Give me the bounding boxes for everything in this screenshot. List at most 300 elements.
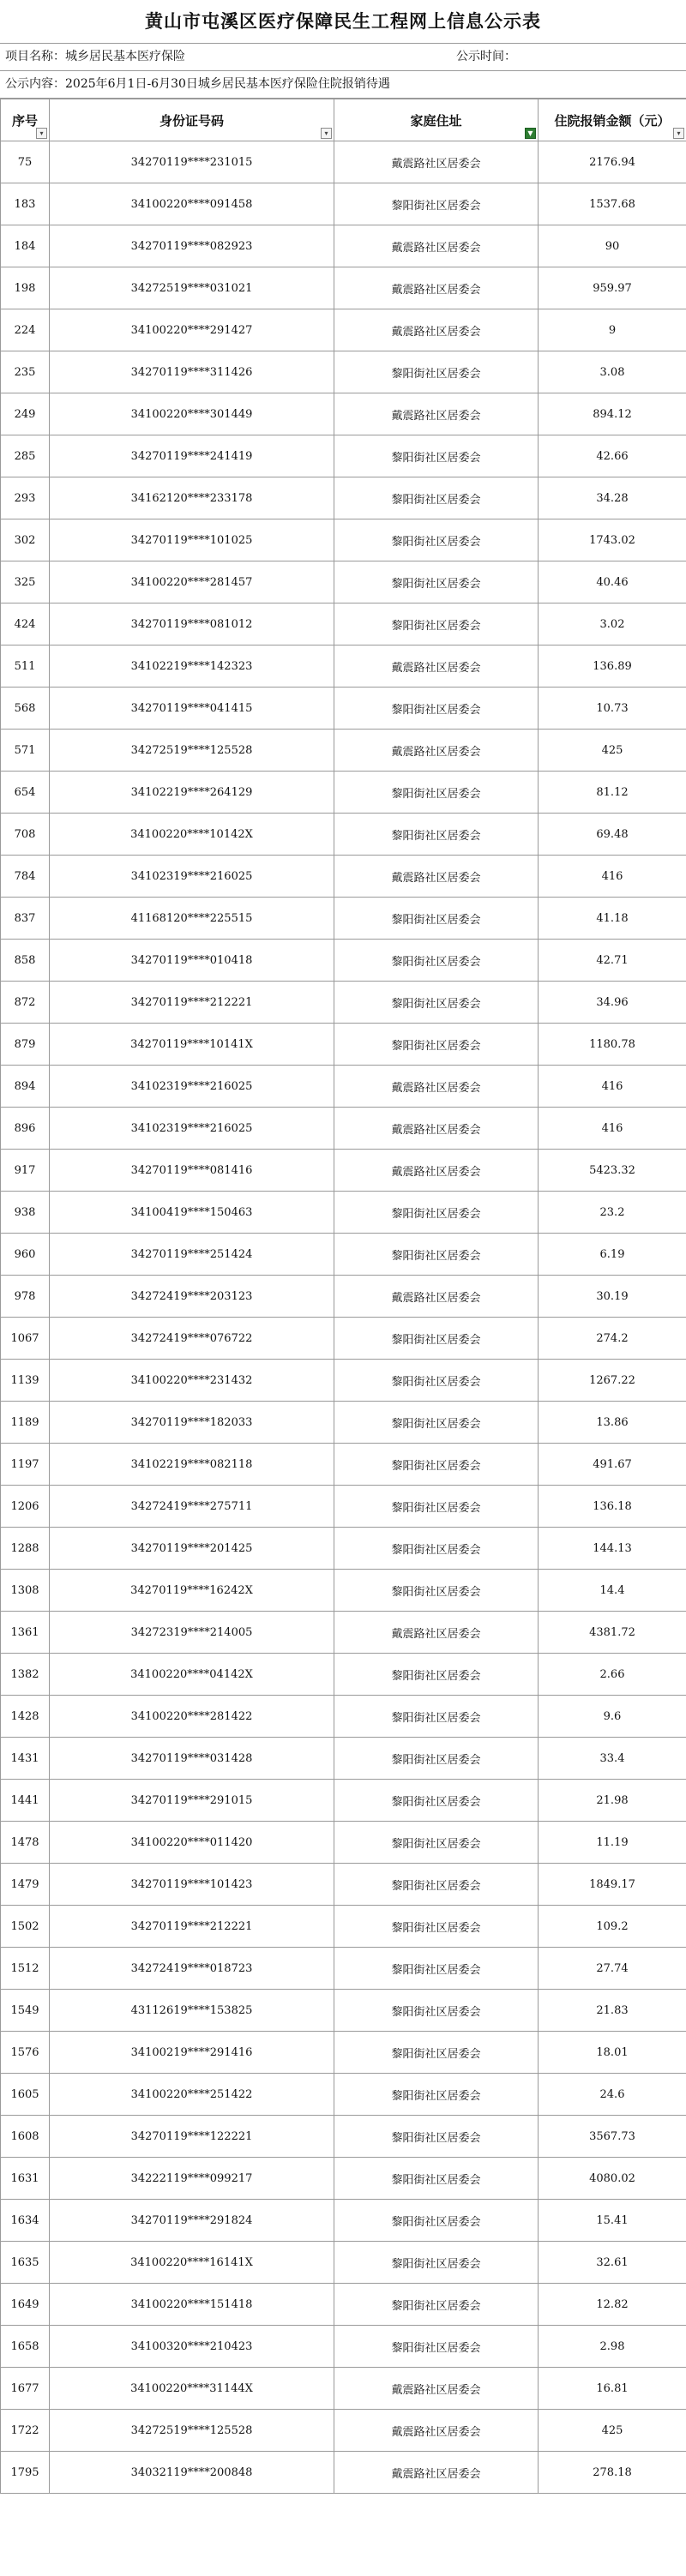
cell-serial[interactable]: 960 [1, 1234, 50, 1276]
cell-id-number[interactable]: 34270119****251424 [50, 1234, 334, 1276]
cell-address[interactable]: 黎阳街社区居委会 [334, 2242, 539, 2284]
notice-content-row [0, 71, 686, 99]
table-row [1, 1024, 686, 1066]
cell-id-number[interactable]: 34272319****214005 [50, 1612, 334, 1654]
table-row [1, 183, 686, 225]
table-row [1, 351, 686, 393]
cell-amount[interactable]: 1180.78 [539, 1024, 686, 1066]
table-row [1, 730, 686, 772]
cell-id-number[interactable]: 34162120****233178 [50, 477, 334, 519]
cell-amount[interactable]: 4381.72 [539, 1612, 686, 1654]
table-row [1, 1822, 686, 1864]
table-body [1, 141, 686, 2494]
dropdown-arrow-icon[interactable]: ▾ [321, 128, 332, 139]
cell-serial[interactable]: 872 [1, 982, 50, 1024]
cell-id-number[interactable]: 34270119****311426 [50, 351, 334, 393]
table-row [1, 2242, 686, 2284]
cell-id-number[interactable]: 34272419****076722 [50, 1318, 334, 1360]
cell-amount[interactable]: 1849.17 [539, 1864, 686, 1906]
cell-address[interactable]: 黎阳街社区居委会 [334, 2326, 539, 2368]
cell-amount[interactable]: 1743.02 [539, 519, 686, 561]
table-row [1, 225, 686, 267]
table-row [1, 1528, 686, 1570]
cell-id-number[interactable]: 34270119****241419 [50, 435, 334, 477]
cell-id-number[interactable]: 34100220****04142X [50, 1654, 334, 1696]
table-row [1, 1738, 686, 1780]
cell-id-number[interactable]: 34270119****081416 [50, 1150, 334, 1192]
cell-serial[interactable]: 75 [1, 141, 50, 183]
cell-amount[interactable]: 9.6 [539, 1696, 686, 1738]
cell-address[interactable]: 黎阳街社区居委会 [334, 1570, 539, 1612]
cell-amount[interactable]: 34.28 [539, 477, 686, 519]
cell-address[interactable]: 戴震路社区居委会 [334, 141, 539, 183]
cell-id-number[interactable]: 34270119****122221 [50, 2116, 334, 2158]
cell-id-number[interactable]: 34270119****201425 [50, 1528, 334, 1570]
cell-address[interactable]: 戴震路社区居委会 [334, 225, 539, 267]
cell-address[interactable]: 黎阳街社区居委会 [334, 2158, 539, 2200]
cell-serial[interactable]: 1635 [1, 2242, 50, 2284]
table-row [1, 477, 686, 519]
cell-address[interactable]: 黎阳街社区居委会 [334, 1234, 539, 1276]
table-row [1, 435, 686, 477]
cell-id-number[interactable]: 34100220****31144X [50, 2368, 334, 2410]
cell-address[interactable]: 黎阳街社区居委会 [334, 1948, 539, 1990]
cell-serial[interactable]: 1067 [1, 1318, 50, 1360]
cell-address[interactable]: 黎阳街社区居委会 [334, 688, 539, 730]
table-row [1, 982, 686, 1024]
cell-id-number[interactable]: 34100220****301449 [50, 393, 334, 435]
cell-amount[interactable]: 425 [539, 730, 686, 772]
cell-id-number[interactable]: 34222119****099217 [50, 2158, 334, 2200]
cell-amount[interactable]: 144.13 [539, 1528, 686, 1570]
cell-amount[interactable]: 278.18 [539, 2452, 686, 2494]
cell-amount[interactable]: 2.98 [539, 2326, 686, 2368]
cell-amount[interactable]: 3.02 [539, 603, 686, 646]
cell-address[interactable]: 戴震路社区居委会 [334, 856, 539, 898]
cell-serial[interactable]: 1795 [1, 2452, 50, 2494]
cell-amount[interactable]: 11.19 [539, 1822, 686, 1864]
cell-id-number[interactable]: 34100320****210423 [50, 2326, 334, 2368]
cell-address[interactable]: 黎阳街社区居委会 [334, 1528, 539, 1570]
cell-serial[interactable]: 183 [1, 183, 50, 225]
table-row [1, 1696, 686, 1738]
cell-id-number[interactable]: 43112619****153825 [50, 1990, 334, 2032]
table-row [1, 772, 686, 814]
table-row [1, 1780, 686, 1822]
table-row [1, 309, 686, 351]
cell-amount[interactable]: 416 [539, 1066, 686, 1108]
table-row [1, 1654, 686, 1696]
cell-serial[interactable]: 938 [1, 1192, 50, 1234]
cell-serial[interactable]: 235 [1, 351, 50, 393]
cell-amount[interactable]: 32.61 [539, 2242, 686, 2284]
cell-amount[interactable]: 2.66 [539, 1654, 686, 1696]
header-amount-label: 住院报销金额（元） [554, 112, 671, 129]
cell-serial[interactable]: 784 [1, 856, 50, 898]
cell-serial[interactable]: 858 [1, 940, 50, 982]
cell-id-number[interactable]: 34100220****281422 [50, 1696, 334, 1738]
table-row [1, 603, 686, 646]
cell-id-number[interactable]: 34270119****041415 [50, 688, 334, 730]
cell-amount[interactable]: 416 [539, 856, 686, 898]
table-row [1, 2158, 686, 2200]
cell-serial[interactable]: 1308 [1, 1570, 50, 1612]
cell-address[interactable]: 黎阳街社区居委会 [334, 940, 539, 982]
cell-address[interactable]: 黎阳街社区居委会 [334, 1822, 539, 1864]
cell-id-number[interactable]: 34272419****018723 [50, 1948, 334, 1990]
cell-address[interactable]: 黎阳街社区居委会 [334, 477, 539, 519]
cell-address[interactable]: 黎阳街社区居委会 [334, 2032, 539, 2074]
cell-amount[interactable]: 13.86 [539, 1402, 686, 1444]
cell-address[interactable]: 黎阳街社区居委会 [334, 603, 539, 646]
notice-time-label: 公示时间： [456, 50, 516, 63]
table-row [1, 393, 686, 435]
cell-amount[interactable]: 23.2 [539, 1192, 686, 1234]
cell-id-number[interactable]: 34100220****231432 [50, 1360, 334, 1402]
cell-address[interactable]: 黎阳街社区居委会 [334, 561, 539, 603]
table-row [1, 1402, 686, 1444]
cell-serial[interactable]: 1677 [1, 2368, 50, 2410]
cell-id-number[interactable]: 34270119****212221 [50, 1906, 334, 1948]
cell-address[interactable]: 黎阳街社区居委会 [334, 1864, 539, 1906]
cell-amount[interactable]: 425 [539, 2410, 686, 2452]
cell-id-number[interactable]: 34270119****101025 [50, 519, 334, 561]
cell-amount[interactable]: 14.4 [539, 1570, 686, 1612]
table-row [1, 1192, 686, 1234]
cell-id-number[interactable]: 34100219****291416 [50, 2032, 334, 2074]
cell-amount[interactable]: 42.66 [539, 435, 686, 477]
cell-address[interactable]: 黎阳街社区居委会 [334, 1402, 539, 1444]
cell-amount[interactable]: 4080.02 [539, 2158, 686, 2200]
table-row [1, 2074, 686, 2116]
table-row [1, 1570, 686, 1612]
cell-address[interactable]: 戴震路社区居委会 [334, 267, 539, 309]
cell-amount[interactable]: 1267.22 [539, 1360, 686, 1402]
cell-address[interactable]: 黎阳街社区居委会 [334, 1360, 539, 1402]
cell-id-number[interactable]: 34270119****082923 [50, 225, 334, 267]
cell-amount[interactable]: 15.41 [539, 2200, 686, 2242]
cell-id-number[interactable]: 34272519****125528 [50, 730, 334, 772]
table-row [1, 1906, 686, 1948]
cell-id-number[interactable]: 34102319****216025 [50, 1108, 334, 1150]
cell-serial[interactable]: 511 [1, 646, 50, 688]
cell-address[interactable]: 黎阳街社区居委会 [334, 1654, 539, 1696]
header-serial [1, 99, 50, 141]
cell-address[interactable]: 戴震路社区居委会 [334, 1150, 539, 1192]
cell-amount[interactable]: 894.12 [539, 393, 686, 435]
table-row [1, 1948, 686, 1990]
cell-address[interactable]: 戴震路社区居委会 [334, 2410, 539, 2452]
cell-id-number[interactable]: 34270119****291824 [50, 2200, 334, 2242]
cell-amount[interactable]: 18.01 [539, 2032, 686, 2074]
table-row [1, 2452, 686, 2494]
cell-serial[interactable]: 1605 [1, 2074, 50, 2116]
cell-serial[interactable]: 1722 [1, 2410, 50, 2452]
cell-address[interactable]: 黎阳街社区居委会 [334, 982, 539, 1024]
cell-serial[interactable]: 837 [1, 898, 50, 940]
cell-amount[interactable]: 10.73 [539, 688, 686, 730]
cell-serial[interactable]: 654 [1, 772, 50, 814]
table-row [1, 1444, 686, 1486]
cell-serial[interactable]: 1197 [1, 1444, 50, 1486]
cell-serial[interactable]: 879 [1, 1024, 50, 1066]
table-row [1, 1108, 686, 1150]
cell-amount[interactable]: 9 [539, 309, 686, 351]
project-row [0, 44, 686, 71]
cell-address[interactable]: 戴震路社区居委会 [334, 646, 539, 688]
cell-id-number[interactable]: 34272419****203123 [50, 1276, 334, 1318]
header-id-label: 身份证号码 [159, 112, 224, 129]
cell-amount[interactable]: 16.81 [539, 2368, 686, 2410]
cell-id-number[interactable]: 34270119****101423 [50, 1864, 334, 1906]
notice-time [456, 44, 516, 70]
cell-id-number[interactable]: 34270119****182033 [50, 1402, 334, 1444]
cell-amount[interactable]: 33.4 [539, 1738, 686, 1780]
cell-address[interactable]: 黎阳街社区居委会 [334, 1486, 539, 1528]
dropdown-arrow-icon[interactable]: ▾ [673, 128, 684, 139]
cell-address[interactable]: 戴震路社区居委会 [334, 393, 539, 435]
cell-id-number[interactable]: 34272519****031021 [50, 267, 334, 309]
cell-id-number[interactable]: 34270119****031428 [50, 1738, 334, 1780]
cell-id-number[interactable]: 34100220****251422 [50, 2074, 334, 2116]
cell-amount[interactable]: 2176.94 [539, 141, 686, 183]
cell-address[interactable]: 黎阳街社区居委会 [334, 1990, 539, 2032]
cell-id-number[interactable]: 34100220****011420 [50, 1822, 334, 1864]
cell-amount[interactable]: 491.67 [539, 1444, 686, 1486]
cell-id-number[interactable]: 34032119****200848 [50, 2452, 334, 2494]
cell-amount[interactable]: 274.2 [539, 1318, 686, 1360]
table-row [1, 141, 686, 183]
cell-amount[interactable]: 30.19 [539, 1276, 686, 1318]
cell-address[interactable]: 黎阳街社区居委会 [334, 898, 539, 940]
cell-address[interactable]: 黎阳街社区居委会 [334, 1444, 539, 1486]
cell-serial[interactable]: 1658 [1, 2326, 50, 2368]
cell-id-number[interactable]: 34100220****16141X [50, 2242, 334, 2284]
cell-id-number[interactable]: 34102319****216025 [50, 1066, 334, 1108]
cell-address[interactable]: 戴震路社区居委会 [334, 1108, 539, 1150]
cell-id-number[interactable]: 34100220****091458 [50, 183, 334, 225]
cell-serial[interactable]: 198 [1, 267, 50, 309]
cell-serial[interactable]: 1441 [1, 1780, 50, 1822]
cell-id-number[interactable]: 34270119****231015 [50, 141, 334, 183]
cell-address[interactable]: 黎阳街社区居委会 [334, 1024, 539, 1066]
table-row [1, 898, 686, 940]
cell-amount[interactable]: 24.6 [539, 2074, 686, 2116]
cell-serial[interactable]: 1478 [1, 1822, 50, 1864]
table-row [1, 2032, 686, 2074]
cell-amount[interactable]: 3.08 [539, 351, 686, 393]
table-row [1, 1612, 686, 1654]
header-row [1, 99, 686, 141]
cell-serial[interactable]: 302 [1, 519, 50, 561]
cell-amount[interactable]: 40.46 [539, 561, 686, 603]
header-id-number [50, 99, 334, 141]
cell-amount[interactable]: 69.48 [539, 814, 686, 856]
header-amount [539, 99, 686, 141]
table-row [1, 856, 686, 898]
cell-id-number[interactable]: 34270119****16242X [50, 1570, 334, 1612]
dropdown-arrow-icon[interactable]: ▾ [36, 128, 47, 139]
cell-id-number[interactable]: 34102319****216025 [50, 856, 334, 898]
cell-serial[interactable]: 1382 [1, 1654, 50, 1696]
cell-address[interactable]: 黎阳街社区居委会 [334, 2074, 539, 2116]
cell-address[interactable]: 黎阳街社区居委会 [334, 2116, 539, 2158]
cell-address[interactable]: 戴震路社区居委会 [334, 2368, 539, 2410]
cell-amount[interactable]: 34.96 [539, 982, 686, 1024]
header-address [334, 99, 539, 141]
cell-id-number[interactable]: 34100220****291427 [50, 309, 334, 351]
cell-address[interactable]: 黎阳街社区居委会 [334, 772, 539, 814]
cell-serial[interactable]: 1576 [1, 2032, 50, 2074]
cell-id-number[interactable]: 34272419****275711 [50, 1486, 334, 1528]
cell-id-number[interactable]: 34102219****142323 [50, 646, 334, 688]
table-row [1, 688, 686, 730]
cell-serial[interactable]: 293 [1, 477, 50, 519]
cell-amount[interactable]: 42.71 [539, 940, 686, 982]
cell-amount[interactable]: 12.82 [539, 2284, 686, 2326]
cell-serial[interactable]: 1608 [1, 2116, 50, 2158]
table-row [1, 519, 686, 561]
cell-id-number[interactable]: 34100419****150463 [50, 1192, 334, 1234]
cell-serial[interactable]: 285 [1, 435, 50, 477]
cell-address[interactable]: 黎阳街社区居委会 [334, 2284, 539, 2326]
cell-amount[interactable]: 21.83 [539, 1990, 686, 2032]
filter-active-icon[interactable]: ▼ [525, 128, 536, 139]
cell-address[interactable]: 黎阳街社区居委会 [334, 1318, 539, 1360]
cell-serial[interactable]: 708 [1, 814, 50, 856]
cell-amount[interactable]: 5423.32 [539, 1150, 686, 1192]
cell-id-number[interactable]: 34102219****264129 [50, 772, 334, 814]
cell-serial[interactable]: 1361 [1, 1612, 50, 1654]
table-row [1, 1360, 686, 1402]
table-row [1, 1234, 686, 1276]
cell-amount[interactable]: 90 [539, 225, 686, 267]
cell-address[interactable]: 黎阳街社区居委会 [334, 519, 539, 561]
cell-serial[interactable]: 1479 [1, 1864, 50, 1906]
cell-id-number[interactable]: 34100220****10142X [50, 814, 334, 856]
cell-id-number[interactable]: 34100220****281457 [50, 561, 334, 603]
table-row [1, 1864, 686, 1906]
cell-amount[interactable]: 21.98 [539, 1780, 686, 1822]
table-row [1, 2410, 686, 2452]
cell-id-number[interactable]: 34270119****010418 [50, 940, 334, 982]
cell-serial[interactable]: 1428 [1, 1696, 50, 1738]
cell-address[interactable]: 戴震路社区居委会 [334, 2452, 539, 2494]
cell-address[interactable]: 黎阳街社区居委会 [334, 1696, 539, 1738]
cell-serial[interactable]: 184 [1, 225, 50, 267]
cell-id-number[interactable]: 34272519****125528 [50, 2410, 334, 2452]
cell-id-number[interactable]: 34102219****082118 [50, 1444, 334, 1486]
table-row [1, 561, 686, 603]
cell-address[interactable]: 戴震路社区居委会 [334, 1066, 539, 1108]
table-row [1, 814, 686, 856]
table-row [1, 2116, 686, 2158]
table-row [1, 267, 686, 309]
cell-serial[interactable]: 1431 [1, 1738, 50, 1780]
table-row [1, 1318, 686, 1360]
cell-address[interactable]: 黎阳街社区居委会 [334, 183, 539, 225]
page-title: 黄山市屯溪区医疗保障民生工程网上信息公示表 [0, 0, 686, 44]
table-row [1, 2326, 686, 2368]
cell-amount[interactable]: 41.18 [539, 898, 686, 940]
cell-address[interactable]: 黎阳街社区居委会 [334, 435, 539, 477]
cell-serial[interactable]: 1649 [1, 2284, 50, 2326]
cell-serial[interactable]: 424 [1, 603, 50, 646]
table-row [1, 1486, 686, 1528]
cell-serial[interactable]: 978 [1, 1276, 50, 1318]
cell-id-number[interactable]: 41168120****225515 [50, 898, 334, 940]
cell-address[interactable]: 黎阳街社区居委会 [334, 1192, 539, 1234]
table-row [1, 2284, 686, 2326]
cell-serial[interactable]: 571 [1, 730, 50, 772]
cell-serial[interactable]: 249 [1, 393, 50, 435]
cell-serial[interactable]: 1631 [1, 2158, 50, 2200]
header-address-label: 家庭住址 [410, 112, 462, 129]
project-label: 项目名称： [5, 50, 65, 63]
cell-serial[interactable]: 894 [1, 1066, 50, 1108]
cell-serial[interactable]: 1549 [1, 1990, 50, 2032]
table-row [1, 1150, 686, 1192]
cell-id-number[interactable]: 34270119****212221 [50, 982, 334, 1024]
cell-serial[interactable]: 325 [1, 561, 50, 603]
cell-address[interactable]: 黎阳街社区居委会 [334, 1906, 539, 1948]
cell-serial[interactable]: 896 [1, 1108, 50, 1150]
cell-amount[interactable]: 959.97 [539, 267, 686, 309]
table-row [1, 1990, 686, 2032]
cell-serial[interactable]: 1139 [1, 1360, 50, 1402]
cell-serial[interactable]: 1189 [1, 1402, 50, 1444]
cell-address[interactable]: 黎阳街社区居委会 [334, 1780, 539, 1822]
cell-serial[interactable]: 568 [1, 688, 50, 730]
cell-id-number[interactable]: 34100220****151418 [50, 2284, 334, 2326]
cell-serial[interactable]: 224 [1, 309, 50, 351]
table-row [1, 1276, 686, 1318]
notice-content-label: 公示内容： [5, 77, 65, 91]
header-serial-label: 序号 [11, 112, 38, 129]
cell-address[interactable]: 戴震路社区居委会 [334, 1276, 539, 1318]
cell-serial[interactable]: 1206 [1, 1486, 50, 1528]
cell-address[interactable]: 黎阳街社区居委会 [334, 814, 539, 856]
cell-amount[interactable]: 416 [539, 1108, 686, 1150]
table-row [1, 1066, 686, 1108]
cell-amount[interactable]: 81.12 [539, 772, 686, 814]
cell-address[interactable]: 戴震路社区居委会 [334, 730, 539, 772]
reimbursement-table [0, 99, 686, 2494]
cell-address[interactable]: 戴震路社区居委会 [334, 309, 539, 351]
cell-id-number[interactable]: 34270119****291015 [50, 1780, 334, 1822]
cell-amount[interactable]: 136.18 [539, 1486, 686, 1528]
cell-amount[interactable]: 109.2 [539, 1906, 686, 1948]
cell-serial[interactable]: 1502 [1, 1906, 50, 1948]
cell-serial[interactable]: 1288 [1, 1528, 50, 1570]
cell-amount[interactable]: 136.89 [539, 646, 686, 688]
cell-serial[interactable]: 917 [1, 1150, 50, 1192]
cell-address[interactable]: 戴震路社区居委会 [334, 1612, 539, 1654]
cell-amount[interactable]: 3567.73 [539, 2116, 686, 2158]
cell-address[interactable]: 黎阳街社区居委会 [334, 351, 539, 393]
cell-id-number[interactable]: 34270119****10141X [50, 1024, 334, 1066]
table-row [1, 2368, 686, 2410]
project-name [5, 44, 185, 70]
cell-serial[interactable]: 1512 [1, 1948, 50, 1990]
cell-id-number[interactable]: 34270119****081012 [50, 603, 334, 646]
cell-amount[interactable]: 1537.68 [539, 183, 686, 225]
cell-amount[interactable]: 6.19 [539, 1234, 686, 1276]
cell-serial[interactable]: 1634 [1, 2200, 50, 2242]
cell-amount[interactable]: 27.74 [539, 1948, 686, 1990]
cell-address[interactable]: 黎阳街社区居委会 [334, 2200, 539, 2242]
cell-address[interactable]: 黎阳街社区居委会 [334, 1738, 539, 1780]
